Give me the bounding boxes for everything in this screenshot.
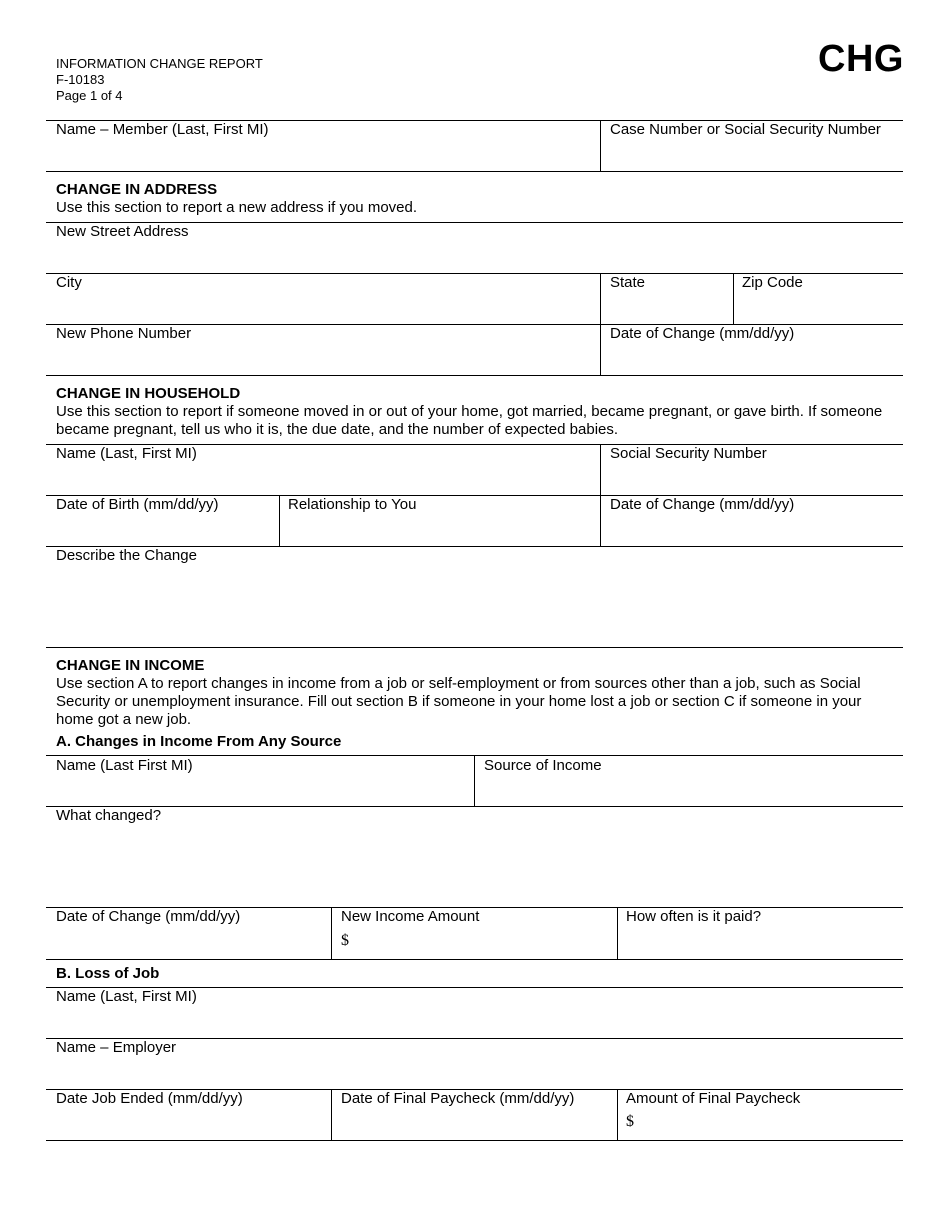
income-date-label: Date of Change (mm/dd/yy) [56,908,241,925]
state-field[interactable] [601,274,733,324]
ssn-label: Social Security Number [610,445,767,462]
income-source-label: Source of Income [484,757,602,774]
date-job-ended-label: Date Job Ended (mm/dd/yy) [56,1090,243,1107]
city-label: City [56,274,82,291]
zip-code-field[interactable] [734,274,903,324]
final-paycheck-date-field[interactable] [332,1090,617,1140]
income-instructions: Use section A to report changes in income from a job or self-employment or from sources other than a job, such as Social Security or unemployment insurance. Fill out section B if someone in your home lost a job or section C if someone in your home got a new job. [56,675,862,728]
section-b-title: B. Loss of Job [56,965,160,982]
job-loss-name-field[interactable] [46,988,903,1038]
phone-number-field[interactable] [46,325,600,375]
household-name-label: Name (Last, First MI) [56,445,197,462]
divider [46,959,903,960]
household-instructions: Use this section to report if someone moved in or out of your home, got married, became pregnant, or gave birth. If someone became pregnant, tell us who it is, the due date, and the number of expected babies. [56,403,883,438]
income-amount-label: New Income Amount [341,908,480,925]
pay-frequency-field[interactable] [618,908,903,959]
household-date-label: Date of Change (mm/dd/yy) [610,496,795,513]
phone-number-label: New Phone Number [56,325,192,342]
city-field[interactable] [46,274,600,324]
household-name-field[interactable] [46,445,600,495]
dob-label: Date of Birth (mm/dd/yy) [56,496,219,513]
divider [46,1140,903,1141]
divider [617,1089,618,1140]
relationship-label: Relationship to You [288,496,417,513]
household-section-title: CHANGE IN HOUSEHOLD [56,385,241,402]
what-changed-label: What changed? [56,807,162,824]
dollar-sign: $ [341,932,349,949]
case-number-field[interactable] [601,121,903,171]
pay-frequency-label: How often is it paid? [626,908,762,925]
income-section-title: CHANGE IN INCOME [56,657,205,674]
ssn-field[interactable] [601,445,903,495]
household-date-field[interactable] [601,496,903,546]
address-date-field[interactable] [601,325,903,375]
income-name-label: Name (Last First MI) [56,757,193,774]
state-label: State [610,274,646,291]
final-paycheck-amount-label: Amount of Final Paycheck [626,1090,801,1107]
form-number: F-10183 [56,72,105,87]
case-number-label: Case Number or Social Security Number [610,121,881,138]
zip-code-label: Zip Code [742,274,803,291]
final-paycheck-amount-field[interactable] [638,1111,903,1140]
form-title: INFORMATION CHANGE REPORT [56,56,263,71]
section-a-title: A. Changes in Income From Any Source [56,733,342,750]
divider [46,171,903,172]
street-address-field[interactable] [46,223,903,273]
employer-label: Name – Employer [56,1039,177,1056]
job-loss-name-label: Name (Last, First MI) [56,988,197,1005]
date-job-ended-field[interactable] [46,1090,331,1140]
member-name-label: Name – Member (Last, First MI) [56,121,269,138]
income-name-field[interactable] [46,756,474,806]
member-name-field[interactable] [46,121,600,171]
divider [331,907,332,959]
income-amount-field[interactable] [352,930,617,959]
income-date-field[interactable] [46,908,331,959]
employer-field[interactable] [46,1039,903,1089]
address-date-label: Date of Change (mm/dd/yy) [610,325,795,342]
describe-change-label: Describe the Change [56,547,197,564]
describe-change-field[interactable] [46,547,903,647]
dob-field[interactable] [46,496,279,546]
final-paycheck-date-label: Date of Final Paycheck (mm/dd/yy) [341,1090,575,1107]
what-changed-field[interactable] [46,807,903,907]
relationship-field[interactable] [280,496,600,546]
dollar-sign: $ [626,1113,634,1130]
page-indicator: Page 1 of 4 [56,88,123,103]
form-code: CHG [818,38,904,80]
divider [46,375,903,376]
divider [46,647,903,648]
income-source-field[interactable] [475,756,903,806]
street-address-label: New Street Address [56,223,189,240]
address-section-title: CHANGE IN ADDRESS [56,181,218,198]
address-instructions: Use this section to report a new address if you moved. [56,199,418,216]
